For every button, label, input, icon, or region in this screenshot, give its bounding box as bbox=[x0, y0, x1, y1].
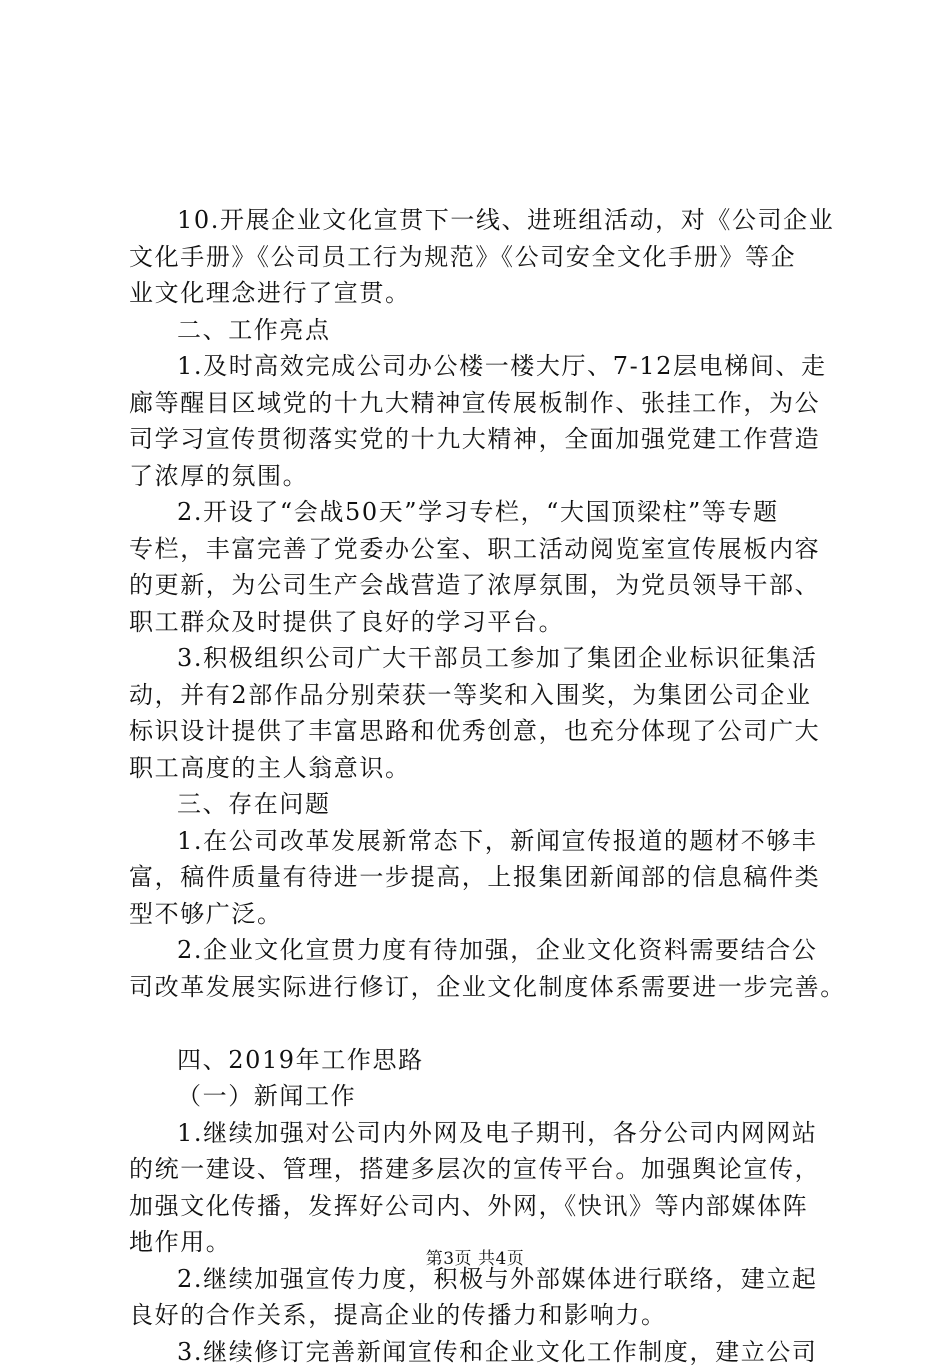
paragraph-line: 型不够广泛。 bbox=[129, 896, 849, 933]
paragraph-line: 职工群众及时提供了良好的学习平台。 bbox=[129, 604, 849, 641]
paragraph-line: 标识设计提供了丰富思路和优秀创意，也充分体现了公司广大 bbox=[129, 713, 849, 750]
section-heading: 三、存在问题 bbox=[129, 786, 849, 823]
paragraph-line: 2.继续加强宣传力度，积极与外部媒体进行联络，建立起 bbox=[129, 1261, 849, 1298]
paragraph-line: 司学习宣传贯彻落实党的十九大精神，全面加强党建工作营造 bbox=[129, 421, 849, 458]
paragraph-line: 3.积极组织公司广大干部员工参加了集团企业标识征集活 bbox=[129, 640, 849, 677]
paragraph-line: 了浓厚的氛围。 bbox=[129, 458, 849, 495]
paragraph-line: 廊等醒目区域党的十九大精神宣传展板制作、张挂工作，为公 bbox=[129, 385, 849, 422]
paragraph-line: 10.开展企业文化宣贯下一线、进班组活动，对《公司企业 bbox=[129, 202, 849, 239]
paragraph-line: 1.在公司改革发展新常态下，新闻宣传报道的题材不够丰 bbox=[129, 823, 849, 860]
blank-line bbox=[129, 1005, 849, 1042]
paragraph-line: 富，稿件质量有待进一步提高，上报集团新闻部的信息稿件类 bbox=[129, 859, 849, 896]
section-heading: 四、2019年工作思路 bbox=[129, 1042, 849, 1079]
paragraph-line: 2.企业文化宣贯力度有待加强，企业文化资料需要结合公 bbox=[129, 932, 849, 969]
paragraph-line: 加强文化传播，发挥好公司内、外网，《快讯》等内部媒体阵 bbox=[129, 1188, 849, 1225]
paragraph-line: 职工高度的主人翁意识。 bbox=[129, 750, 849, 787]
paragraph-line: 专栏，丰富完善了党委办公室、职工活动阅览室宣传展板内容 bbox=[129, 531, 849, 568]
paragraph-line: 2.开设了“会战50天”学习专栏，“大国顶梁柱”等专题 bbox=[129, 494, 849, 531]
paragraph-line: 地作用。 bbox=[129, 1224, 849, 1261]
paragraph-line: 文化手册》《公司员工行为规范》《公司安全文化手册》等企 bbox=[129, 239, 849, 276]
document-body bbox=[129, 202, 849, 1370]
paragraph-line: 的更新，为公司生产会战营造了浓厚氛围，为党员领导干部、 bbox=[129, 567, 849, 604]
paragraph-line: 1.及时高效完成公司办公楼一楼大厅、7-12层电梯间、走 bbox=[129, 348, 849, 385]
page-number-footer: 第3页 共4页 bbox=[0, 1244, 950, 1269]
paragraph-line: 1.继续加强对公司内外网及电子期刊，各分公司内网网站 bbox=[129, 1115, 849, 1152]
section-heading: 二、工作亮点 bbox=[129, 312, 849, 349]
paragraph-line: 3.继续修订完善新闻宣传和企业文化工作制度，建立公司 bbox=[129, 1334, 849, 1370]
subsection-heading: （一）新闻工作 bbox=[129, 1078, 849, 1115]
paragraph-line: 良好的合作关系，提高企业的传播力和影响力。 bbox=[129, 1297, 849, 1334]
paragraph-line: 的统一建设、管理，搭建多层次的宣传平台。加强舆论宣传， bbox=[129, 1151, 849, 1188]
paragraph-line: 业文化理念进行了宣贯。 bbox=[129, 275, 849, 312]
paragraph-line: 动，并有2部作品分别荣获一等奖和入围奖，为集团公司企业 bbox=[129, 677, 849, 714]
paragraph-line: 司改革发展实际进行修订，企业文化制度体系需要进一步完善。 bbox=[129, 969, 849, 1006]
